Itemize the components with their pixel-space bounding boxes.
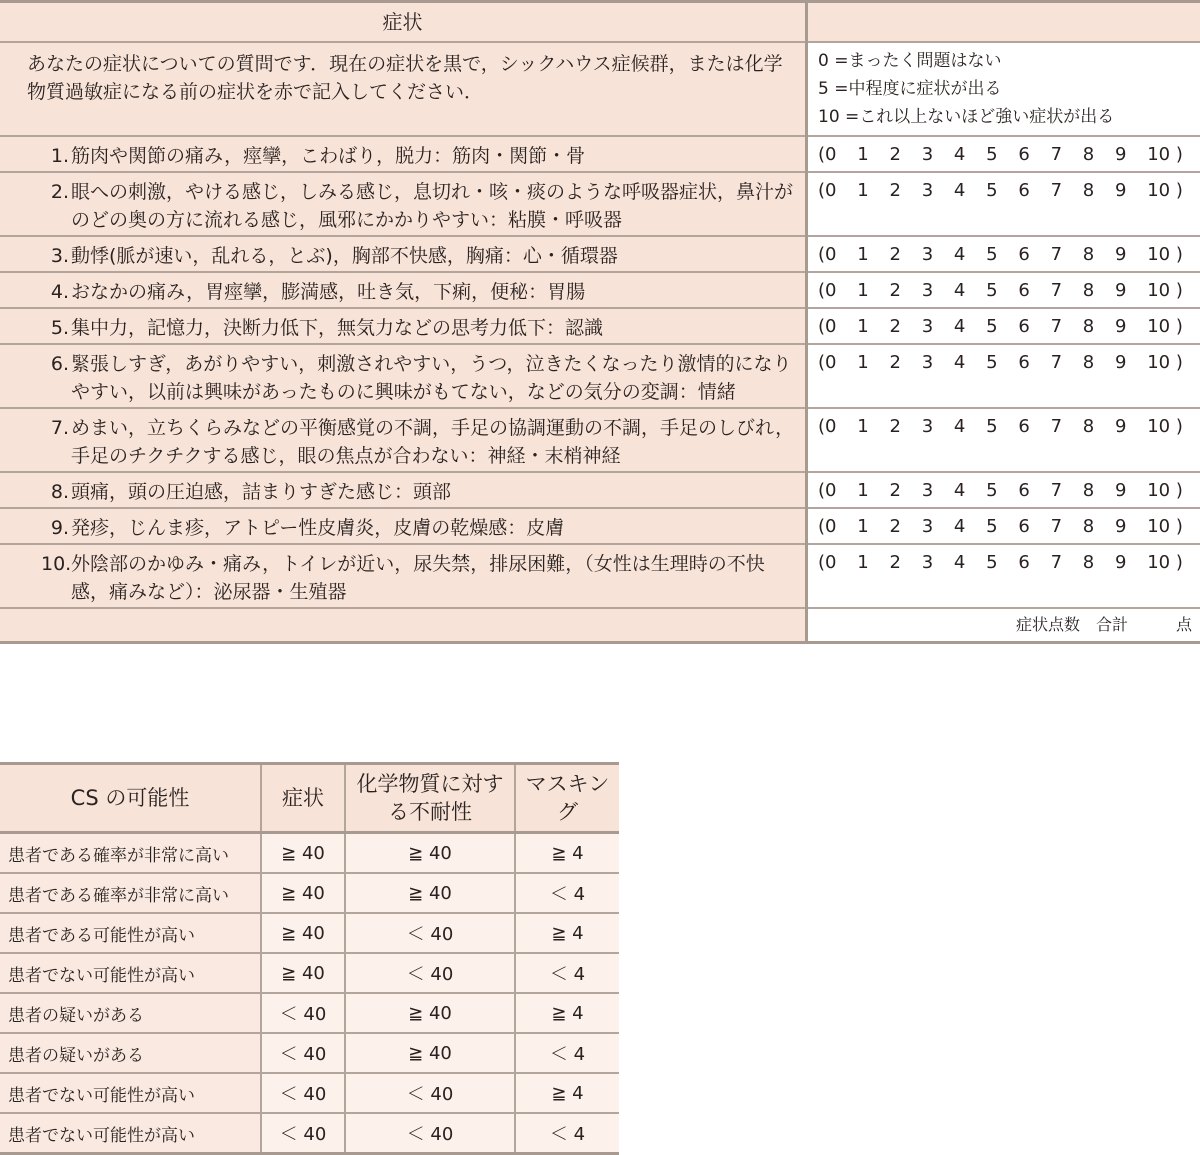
score-scale[interactable]	[818, 313, 1183, 341]
score-option[interactable]: (0	[818, 313, 836, 341]
symptom-row	[0, 136, 1200, 172]
score-option[interactable]: 9	[1115, 277, 1126, 305]
score-option[interactable]: 10 )	[1147, 241, 1183, 269]
table-row	[0, 1033, 619, 1073]
score-option[interactable]: 6	[1018, 477, 1029, 505]
score-option[interactable]: 2	[889, 241, 900, 269]
score-option[interactable]: 7	[1051, 141, 1062, 169]
score-option[interactable]: 5	[986, 477, 997, 505]
item-number: 4.	[41, 278, 69, 306]
score-scale[interactable]	[818, 141, 1183, 169]
symptom-row	[0, 272, 1200, 308]
score-option[interactable]: 4	[954, 349, 965, 377]
cell: ≧ 4	[515, 913, 619, 953]
score-scale[interactable]	[818, 241, 1183, 269]
score-option[interactable]: 9	[1115, 349, 1126, 377]
cell: ＜ 40	[345, 913, 515, 953]
score-option[interactable]: 3	[922, 241, 933, 269]
score-option[interactable]: (0	[818, 277, 836, 305]
score-option[interactable]: 3	[922, 549, 933, 577]
score-option[interactable]: 4	[954, 513, 965, 541]
score-option[interactable]: (0	[818, 177, 836, 205]
table-row	[0, 833, 619, 874]
score-option[interactable]: 9	[1115, 549, 1126, 577]
score-option[interactable]: 6	[1018, 241, 1029, 269]
score-option[interactable]: 7	[1051, 177, 1062, 205]
score-option[interactable]: 8	[1083, 277, 1094, 305]
score-scale[interactable]	[818, 549, 1183, 577]
score-option[interactable]: 7	[1051, 349, 1062, 377]
score-option[interactable]: 7	[1051, 549, 1062, 577]
score-scale[interactable]	[818, 177, 1183, 205]
score-option[interactable]: 5	[986, 413, 997, 441]
symptoms-header: 症状	[0, 2, 807, 43]
cell: ≧ 40	[345, 833, 515, 874]
item-text: おなかの痛み，胃痙攣，膨満感，吐き気，下痢，便秘：胃腸	[71, 278, 585, 306]
score-option[interactable]: 4	[954, 277, 965, 305]
score-option[interactable]: 3	[922, 349, 933, 377]
score-option[interactable]: 9	[1115, 141, 1126, 169]
score-option[interactable]: 4	[954, 549, 965, 577]
score-option[interactable]: 8	[1083, 477, 1094, 505]
score-scale[interactable]	[818, 477, 1183, 505]
score-option[interactable]: 10 )	[1147, 277, 1183, 305]
score-option[interactable]: 2	[889, 413, 900, 441]
score-option[interactable]: 7	[1051, 477, 1062, 505]
symptom-row	[0, 172, 1200, 236]
cell: 患者である確率が非常に高い	[0, 873, 261, 913]
score-option[interactable]: 1	[857, 177, 868, 205]
score-option[interactable]: (0	[818, 349, 836, 377]
legend-10: 10 =これ以上ないほど強い症状が出る	[818, 103, 1192, 131]
score-option[interactable]: 5	[986, 241, 997, 269]
score-option[interactable]: 9	[1115, 241, 1126, 269]
symptom-row	[0, 472, 1200, 508]
symptom-row	[0, 544, 1200, 608]
score-option[interactable]: 5	[986, 277, 997, 305]
cell: ＜ 4	[515, 1033, 619, 1073]
score-option[interactable]: 1	[857, 477, 868, 505]
legend-5: 5 =中程度に症状が出る	[818, 75, 1192, 103]
score-option[interactable]: 1	[857, 349, 868, 377]
cell: ＜ 40	[345, 1113, 515, 1154]
score-option[interactable]: 5	[986, 313, 997, 341]
score-option[interactable]: 4	[954, 413, 965, 441]
item-number: 8.	[41, 478, 69, 506]
cell: 患者である確率が非常に高い	[0, 833, 261, 874]
score-option[interactable]: 6	[1018, 413, 1029, 441]
score-option[interactable]: 4	[954, 313, 965, 341]
cell: ≧ 40	[345, 1033, 515, 1073]
cell: ＜ 4	[515, 1113, 619, 1154]
score-option[interactable]: 6	[1018, 549, 1029, 577]
score-option[interactable]: 8	[1083, 413, 1094, 441]
score-option[interactable]: 2	[889, 477, 900, 505]
cell: ＜ 4	[515, 953, 619, 993]
score-option[interactable]: 1	[857, 513, 868, 541]
cell: ＜ 40	[261, 993, 345, 1033]
item-number: 3.	[41, 242, 69, 270]
score-option[interactable]: 10 )	[1147, 177, 1183, 205]
score-option[interactable]: 10 )	[1147, 313, 1183, 341]
score-option[interactable]: 7	[1051, 277, 1062, 305]
cell: 患者である可能性が高い	[0, 913, 261, 953]
score-option[interactable]: 3	[922, 313, 933, 341]
score-option[interactable]: 2	[889, 141, 900, 169]
score-option[interactable]: 10 )	[1147, 513, 1183, 541]
score-option[interactable]: 4	[954, 477, 965, 505]
cell: ≧ 40	[345, 993, 515, 1033]
score-option[interactable]: 9	[1115, 177, 1126, 205]
score-option[interactable]: 6	[1018, 141, 1029, 169]
cell: ＜ 40	[261, 1113, 345, 1154]
score-option[interactable]: 10 )	[1147, 141, 1183, 169]
item-text: 頭痛，頭の圧迫感，詰まりすぎた感じ：頭部	[71, 478, 451, 506]
score-option[interactable]: 2	[889, 313, 900, 341]
item-number: 9.	[41, 514, 69, 542]
table-row	[0, 873, 619, 913]
item-number: 7.	[41, 414, 69, 470]
score-scale[interactable]	[818, 413, 1183, 441]
score-option[interactable]: 2	[889, 277, 900, 305]
score-option[interactable]: 8	[1083, 241, 1094, 269]
score-option[interactable]: 10 )	[1147, 349, 1183, 377]
table-row	[0, 1073, 619, 1113]
score-option[interactable]: 3	[922, 177, 933, 205]
score-option[interactable]: 7	[1051, 313, 1062, 341]
col-symptoms: 症状	[261, 764, 345, 833]
score-option[interactable]: 7	[1051, 413, 1062, 441]
blank-cell	[0, 608, 807, 643]
score-option[interactable]: 9	[1115, 477, 1126, 505]
score-option[interactable]: 8	[1083, 549, 1094, 577]
item-text: 動悸(脈が速い，乱れる，とぶ)，胸部不快感，胸痛：心・循環器	[71, 242, 618, 270]
score-option[interactable]: 1	[857, 313, 868, 341]
total-score: 症状点数 合計 点	[807, 608, 1200, 643]
table-row	[0, 1113, 619, 1154]
score-option[interactable]: 4	[954, 177, 965, 205]
col-masking: マスキング	[515, 764, 619, 833]
score-option[interactable]: 2	[889, 513, 900, 541]
intro-text: あなたの症状についての質問です．現在の症状を黒で，シックハウス症候群，または化学物質過敏症になる前の症状を赤で記入してください．	[1, 44, 804, 134]
score-option[interactable]: 1	[857, 413, 868, 441]
item-number: 10.	[41, 550, 69, 606]
cell: ≧ 40	[261, 953, 345, 993]
cell: ≧ 4	[515, 1073, 619, 1113]
symptom-row	[0, 236, 1200, 272]
score-option[interactable]: 4	[954, 241, 965, 269]
item-number: 5.	[41, 314, 69, 342]
score-option[interactable]: 1	[857, 549, 868, 577]
table-row	[0, 913, 619, 953]
cell: 患者でない可能性が高い	[0, 1113, 261, 1154]
score-scale[interactable]	[818, 349, 1183, 377]
score-option[interactable]: 3	[922, 277, 933, 305]
score-option[interactable]: (0	[818, 141, 836, 169]
score-option[interactable]: 9	[1115, 513, 1126, 541]
score-scale[interactable]	[818, 277, 1183, 305]
col-intolerance: 化学物質に対する不耐性	[345, 764, 515, 833]
cell: ≧ 4	[515, 993, 619, 1033]
item-text: 筋肉や関節の痛み，痙攣，こわばり，脱力：筋肉・関節・骨	[71, 142, 585, 170]
item-number: 6.	[41, 350, 69, 406]
symptom-row	[0, 308, 1200, 344]
score-option[interactable]: (0	[818, 513, 836, 541]
score-option[interactable]: 5	[986, 141, 997, 169]
score-option[interactable]: 1	[857, 241, 868, 269]
score-scale[interactable]	[818, 513, 1183, 541]
item-text: めまい，立ちくらみなどの平衡感覚の不調，手足の協調運動の不調，手足のしびれ，手足のチクチクする感じ，眼の焦点が合わない：神経・末梢神経	[71, 414, 796, 470]
scale-legend	[807, 42, 1200, 136]
cell: ≧ 4	[515, 833, 619, 874]
cell: ＜ 40	[261, 1073, 345, 1113]
score-option[interactable]: 8	[1083, 349, 1094, 377]
cell: 患者でない可能性が高い	[0, 1073, 261, 1113]
cs-possibility-table	[0, 762, 619, 1155]
cell: 患者でない可能性が高い	[0, 953, 261, 993]
score-option[interactable]: 8	[1083, 141, 1094, 169]
score-option[interactable]: 2	[889, 549, 900, 577]
score-option[interactable]: 6	[1018, 277, 1029, 305]
cell: ＜ 40	[345, 953, 515, 993]
score-option[interactable]: 6	[1018, 177, 1029, 205]
table-row	[0, 993, 619, 1033]
symptom-row	[0, 344, 1200, 408]
cell: 患者の疑いがある	[0, 993, 261, 1033]
score-option[interactable]: 1	[857, 277, 868, 305]
item-text: 眼への刺激，やける感じ，しみる感じ，息切れ・咳・痰のような呼吸器症状，鼻汁がのどの奥の方に流れる感じ，風邪にかかりやすい：粘膜・呼吸器	[71, 178, 796, 234]
cell: ≧ 40	[345, 873, 515, 913]
cell: ＜ 40	[345, 1073, 515, 1113]
score-option[interactable]: 4	[954, 141, 965, 169]
score-option[interactable]: 10 )	[1147, 413, 1183, 441]
blank-header	[807, 2, 1200, 43]
score-option[interactable]: 3	[922, 513, 933, 541]
item-number: 2.	[41, 178, 69, 234]
score-option[interactable]: 10 )	[1147, 549, 1183, 577]
score-option[interactable]: 6	[1018, 513, 1029, 541]
score-option[interactable]: 2	[889, 177, 900, 205]
table-row	[0, 953, 619, 993]
item-text: 発疹，じんま疹，アトピー性皮膚炎，皮膚の乾燥感：皮膚	[71, 514, 564, 542]
cell: ≧ 40	[261, 913, 345, 953]
score-option[interactable]: (0	[818, 549, 836, 577]
score-option[interactable]: 7	[1051, 513, 1062, 541]
score-option[interactable]: (0	[818, 477, 836, 505]
score-option[interactable]: 10 )	[1147, 477, 1183, 505]
score-option[interactable]: 8	[1083, 177, 1094, 205]
item-text: 集中力，記憶力，決断力低下，無気力などの思考力低下：認識	[71, 314, 603, 342]
score-option[interactable]: 2	[889, 349, 900, 377]
item-text: 外陰部のかゆみ・痛み，トイレが近い，尿失禁，排尿困難，（女性は生理時の不快感，痛みなど）：泌尿器・生殖器	[71, 550, 796, 606]
cell: 患者の疑いがある	[0, 1033, 261, 1073]
cell: ＜ 4	[515, 873, 619, 913]
score-option[interactable]: 8	[1083, 313, 1094, 341]
score-option[interactable]: 9	[1115, 413, 1126, 441]
score-option[interactable]: 5	[986, 513, 997, 541]
score-option[interactable]: 3	[922, 413, 933, 441]
score-option[interactable]: 6	[1018, 313, 1029, 341]
score-option[interactable]: 9	[1115, 313, 1126, 341]
score-option[interactable]: 8	[1083, 513, 1094, 541]
item-text: 緊張しすぎ，あがりやすい，刺激されやすい，うつ，泣きたくなったり激情的になりやすい，以前は興味があったものに興味がもてない，などの気分の変調：情緒	[71, 350, 796, 406]
score-option[interactable]: 5	[986, 349, 997, 377]
score-option[interactable]: 7	[1051, 241, 1062, 269]
col-cs: CS の可能性	[0, 764, 261, 833]
score-option[interactable]: 1	[857, 141, 868, 169]
score-option[interactable]: 5	[986, 177, 997, 205]
symptom-row	[0, 508, 1200, 544]
score-option[interactable]: (0	[818, 413, 836, 441]
score-option[interactable]: 6	[1018, 349, 1029, 377]
cell: ＜ 40	[261, 1033, 345, 1073]
legend-0: 0 =まったく問題はない	[818, 47, 1192, 75]
cell: ≧ 40	[261, 873, 345, 913]
score-option[interactable]: 3	[922, 141, 933, 169]
score-option[interactable]: 3	[922, 477, 933, 505]
score-option[interactable]: 5	[986, 549, 997, 577]
symptom-row	[0, 408, 1200, 472]
cell: ≧ 40	[261, 833, 345, 874]
item-number: 1.	[41, 142, 69, 170]
score-option[interactable]: (0	[818, 241, 836, 269]
